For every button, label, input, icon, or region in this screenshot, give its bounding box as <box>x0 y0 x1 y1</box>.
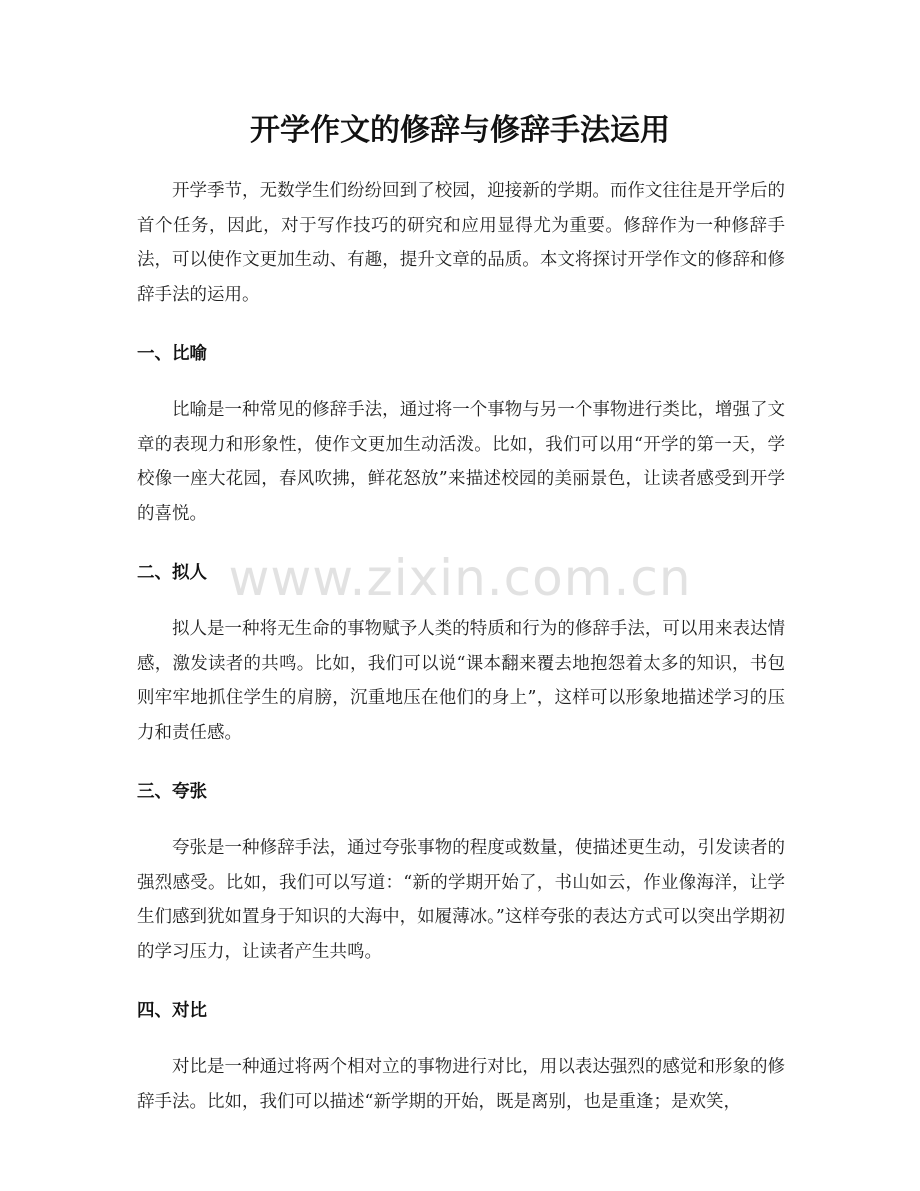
document-title: 开学作文的修辞与修辞手法运用 <box>250 113 670 148</box>
intro-paragraph: 开学季节，无数学生们纷纷回到了校园，迎接新的学期。而作文往往是开学后的首个任务，因此，对于写作技巧的研究和应用显得尤为重要。修辞作为一种修辞手法，可以使作文更加生动、有趣，提升文章的品质。本文将探讨开学作文的修辞和修辞手法的运用。 <box>137 181 785 305</box>
section-heading-contrast: 四、对比 <box>137 1001 207 1021</box>
section-paragraph-personification: 拟人是一种将无生命的事物赋予人类的特质和行为的修辞手法，可以用来表达情感，激发读者的共鸣。比如，我们可以说“课本翻来覆去地抱怨着太多的知识，书包则牢牢地抓住学生的肩膀，沉重地压在他们的身上”，这样可以形象地描述学习的压力和责任感。 <box>137 619 785 743</box>
section-paragraph-hyperbole: 夸张是一种修辞手法，通过夸张事物的程度或数量，使描述更生动，引发读者的强烈感受。比如，我们可以写道：“新的学期开始了，书山如云，作业像海洋，让学生们感到犹如置身于知识的大海中，如履薄冰。”这样夸张的表达方式可以突出学期初的学习压力，让读者产生共鸣。 <box>137 838 785 962</box>
section-heading-hyperbole: 三、夸张 <box>137 782 207 802</box>
section-heading-personification: 二、拟人 <box>137 563 207 583</box>
section-paragraph-contrast: 对比是一种通过将两个相对立的事物进行对比，用以表达强烈的感觉和形象的修辞手法。比如，我们可以描述“新学期的开始，既是离别，也是重逢；是欢笑， <box>137 1057 785 1112</box>
document-body <box>137 174 785 1119</box>
watermark: www.zixin.com.cn <box>228 549 692 607</box>
section-paragraph-metaphor: 比喻是一种常见的修辞手法，通过将一个事物与另一个事物进行类比，增强了文章的表现力和形象性，使作文更加生动活泼。比如，我们可以用“开学的第一天，学校像一座大花园，春风吹拂，鲜花怒放”来描述校园的美丽景色，让读者感受到开学的喜悦。 <box>137 400 785 524</box>
section-heading-metaphor: 一、比喻 <box>137 344 207 364</box>
